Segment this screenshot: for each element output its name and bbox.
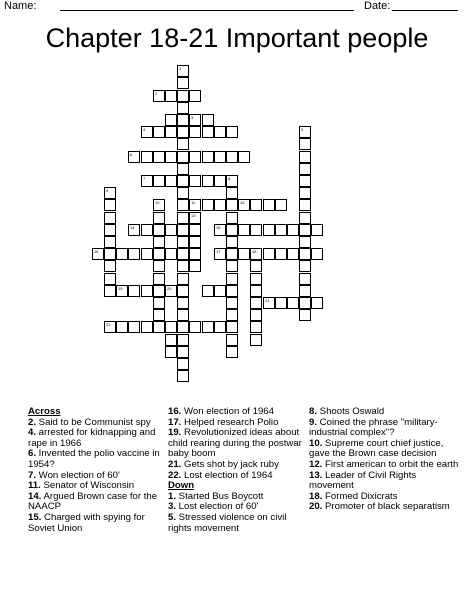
grid-cell[interactable] <box>226 212 238 224</box>
clue-number: 16 <box>94 249 99 254</box>
grid-cell[interactable] <box>116 285 128 297</box>
grid-cell[interactable] <box>177 102 189 114</box>
clue-number: 7 <box>143 176 146 181</box>
grid-cell[interactable] <box>141 285 153 297</box>
header-date-label: Date: <box>364 0 391 12</box>
grid-cell[interactable] <box>226 297 238 309</box>
grid-cell[interactable] <box>238 151 250 163</box>
grid-cell[interactable] <box>153 285 165 297</box>
grid-cell[interactable] <box>153 199 165 211</box>
grid-cell[interactable] <box>226 260 238 272</box>
grid-cell[interactable] <box>189 126 201 138</box>
clue-number: 15 <box>216 225 221 230</box>
grid-cell[interactable] <box>214 321 226 333</box>
grid-cell[interactable] <box>263 199 275 211</box>
clue-across-15: 15. Charged with spying for Soviet Union <box>28 511 145 534</box>
grid-cell[interactable] <box>214 224 226 236</box>
grid-cell[interactable] <box>202 321 214 333</box>
grid-cell[interactable] <box>226 248 238 260</box>
grid-cell[interactable] <box>153 309 165 321</box>
grid-cell[interactable] <box>128 224 140 236</box>
grid-cell[interactable] <box>202 175 214 187</box>
grid-cell[interactable] <box>165 175 177 187</box>
grid-cell[interactable] <box>104 187 116 199</box>
grid-cell[interactable] <box>165 126 177 138</box>
across-heading: Across <box>28 406 61 417</box>
grid-cell[interactable] <box>299 309 311 321</box>
grid-cell[interactable] <box>226 285 238 297</box>
grid-cell[interactable] <box>165 151 177 163</box>
clue-number: 2 <box>155 91 158 96</box>
grid-cell[interactable] <box>189 151 201 163</box>
grid-cell[interactable] <box>189 224 201 236</box>
grid-cell[interactable] <box>177 151 189 163</box>
grid-cell[interactable] <box>189 175 201 187</box>
grid-cell[interactable] <box>238 248 250 260</box>
grid-cell[interactable] <box>189 260 201 272</box>
grid-cell[interactable] <box>299 187 311 199</box>
grid-cell[interactable] <box>141 248 153 260</box>
clue-number: 17 <box>216 249 221 254</box>
grid-cell[interactable] <box>128 151 140 163</box>
grid-cell[interactable] <box>177 90 189 102</box>
grid-cell[interactable] <box>153 90 165 102</box>
grid-cell[interactable] <box>153 321 165 333</box>
grid-cell[interactable] <box>177 358 189 370</box>
clue-number: 3 <box>191 115 194 120</box>
clue-number: 13 <box>191 213 196 218</box>
grid-cell[interactable] <box>165 114 177 126</box>
grid-cell[interactable] <box>214 285 226 297</box>
clue-number: 10 <box>155 200 160 205</box>
clue-across-22: 22. Lost election of 1964 <box>168 469 273 481</box>
clue-column-2 <box>168 407 306 534</box>
clue-number: 12 <box>240 200 245 205</box>
grid-cell[interactable] <box>189 236 201 248</box>
grid-cell[interactable] <box>275 199 287 211</box>
grid-cell[interactable] <box>153 248 165 260</box>
grid-cell[interactable] <box>177 236 189 248</box>
grid-cell[interactable] <box>250 273 262 285</box>
grid-cell[interactable] <box>141 175 153 187</box>
grid-cell[interactable] <box>177 248 189 260</box>
clue-number: 21 <box>265 298 270 303</box>
grid-cell[interactable] <box>263 297 275 309</box>
grid-cell[interactable] <box>177 334 189 346</box>
grid-cell[interactable] <box>299 126 311 138</box>
grid-cell[interactable] <box>263 224 275 236</box>
grid-cell[interactable] <box>128 321 140 333</box>
grid-cell[interactable] <box>299 199 311 211</box>
grid-cell[interactable] <box>202 199 214 211</box>
grid-cell[interactable] <box>226 236 238 248</box>
grid-cell[interactable] <box>189 199 201 211</box>
grid-cell[interactable] <box>177 187 189 199</box>
header-name-label: Name: <box>4 0 37 12</box>
clue-across-2: 2. Said to be Communist spy <box>28 416 151 428</box>
grid-cell[interactable] <box>153 273 165 285</box>
grid-cell[interactable] <box>165 321 177 333</box>
clue-number: 1 <box>179 66 182 71</box>
grid-cell[interactable] <box>214 248 226 260</box>
clue-down-18: 18. Formed Dixicrats <box>309 490 398 502</box>
grid-cell[interactable] <box>177 212 189 224</box>
grid-cell[interactable] <box>177 77 189 89</box>
grid-cell[interactable] <box>202 151 214 163</box>
grid-cell[interactable] <box>177 370 189 382</box>
clue-down-20: 20. Promoter of black separatism <box>309 501 450 513</box>
grid-cell[interactable] <box>104 236 116 248</box>
clue-down-8: 8. Shoots Oswald <box>309 406 385 417</box>
grid-cell[interactable] <box>287 248 299 260</box>
grid-cell[interactable] <box>250 199 262 211</box>
grid-cell[interactable] <box>177 224 189 236</box>
clue-across-19: 19. Revolutionized ideas about child rearing during the postwar baby boom <box>168 427 302 460</box>
grid-cell[interactable] <box>299 224 311 236</box>
grid-cell[interactable] <box>165 224 177 236</box>
grid-cell[interactable] <box>299 175 311 187</box>
page-title: Chapter 18-21 Important people <box>45 23 429 53</box>
grid-cell[interactable] <box>177 126 189 138</box>
clue-number: 4 <box>143 127 146 132</box>
clue-number: 11 <box>191 200 196 205</box>
grid-cell[interactable] <box>226 273 238 285</box>
grid-cell[interactable] <box>202 285 214 297</box>
grid-cell[interactable] <box>299 260 311 272</box>
clue-across-21: 21. Gets shot by jack ruby <box>168 458 279 470</box>
grid-cell[interactable] <box>104 224 116 236</box>
grid-cell[interactable] <box>299 285 311 297</box>
grid-cell[interactable] <box>226 151 238 163</box>
clue-across-7: 7. Won election of 60' <box>28 469 120 481</box>
clue-down-5: 5. Stressed violence on civil rights movement <box>168 511 287 534</box>
grid-cell[interactable] <box>177 309 189 321</box>
grid-cell[interactable] <box>214 126 226 138</box>
grid-cell[interactable] <box>226 199 238 211</box>
grid-cell[interactable] <box>311 297 323 309</box>
grid-cell[interactable] <box>153 175 165 187</box>
grid-cell[interactable] <box>226 309 238 321</box>
grid-cell[interactable] <box>250 285 262 297</box>
clue-down-12: 12. First american to orbit the earth <box>309 458 459 470</box>
grid-cell[interactable] <box>299 248 311 260</box>
clue-number: 8 <box>228 176 231 181</box>
grid-cell[interactable] <box>238 224 250 236</box>
grid-cell[interactable] <box>104 285 116 297</box>
grid-cell[interactable] <box>177 199 189 211</box>
grid-cell[interactable] <box>165 346 177 358</box>
grid-cell[interactable] <box>128 248 140 260</box>
grid-cell[interactable] <box>250 260 262 272</box>
grid-cell[interactable] <box>165 248 177 260</box>
clue-number: 14 <box>130 225 135 230</box>
grid-cell[interactable] <box>226 334 238 346</box>
grid-cell[interactable] <box>250 321 262 333</box>
grid-cell[interactable] <box>226 126 238 138</box>
grid-cell[interactable] <box>177 175 189 187</box>
grid-cell[interactable] <box>153 212 165 224</box>
grid-cell[interactable] <box>177 346 189 358</box>
grid-cell[interactable] <box>116 248 128 260</box>
grid-cell[interactable] <box>153 260 165 272</box>
clue-across-6: 6. Invented the polio vaccine in 1954? <box>28 448 160 470</box>
grid-cell[interactable] <box>177 297 189 309</box>
clue-number: 5 <box>301 127 304 132</box>
clue-number: 6 <box>130 152 133 157</box>
clue-number: 20 <box>167 286 172 291</box>
grid-cell[interactable] <box>189 321 201 333</box>
grid-cell[interactable] <box>153 236 165 248</box>
grid-cell[interactable] <box>177 114 189 126</box>
grid-cell[interactable] <box>177 285 189 297</box>
grid-cell[interactable] <box>214 175 226 187</box>
grid-cell[interactable] <box>128 285 140 297</box>
grid-cell[interactable] <box>189 114 201 126</box>
grid-cell[interactable] <box>299 297 311 309</box>
clue-number: 18 <box>252 249 257 254</box>
grid-cell[interactable] <box>202 114 214 126</box>
grid-cell[interactable] <box>287 297 299 309</box>
grid-cell[interactable] <box>299 151 311 163</box>
clue-across-4: 4. arrested for kidnapping and rape in 1966 <box>28 427 156 449</box>
grid-cell[interactable] <box>104 321 116 333</box>
grid-cell[interactable] <box>250 224 262 236</box>
grid-cell[interactable] <box>250 248 262 260</box>
clue-across-17: 17. Helped research Polio <box>168 416 279 428</box>
grid-cell[interactable] <box>263 248 275 260</box>
grid-cell[interactable] <box>287 224 299 236</box>
clue-across-14: 14. Argued Brown case for the NAACP <box>28 490 158 513</box>
grid-cell[interactable] <box>153 224 165 236</box>
clue-number: 22 <box>106 322 111 327</box>
grid-cell[interactable] <box>189 248 201 260</box>
grid-cell[interactable] <box>189 90 201 102</box>
clue-down-13: 13. Leader of Civil Rights movement <box>309 469 417 492</box>
grid-cell[interactable] <box>238 199 250 211</box>
grid-cell[interactable] <box>165 90 177 102</box>
grid-cell[interactable] <box>141 224 153 236</box>
grid-cell[interactable] <box>311 248 323 260</box>
clue-across-16: 16. Won election of 1964 <box>168 406 274 417</box>
grid-cell[interactable] <box>141 151 153 163</box>
grid-cell[interactable] <box>177 273 189 285</box>
grid-cell[interactable] <box>299 163 311 175</box>
grid-cell[interactable] <box>299 273 311 285</box>
grid-cell[interactable] <box>104 199 116 211</box>
grid-cell[interactable] <box>299 138 311 150</box>
grid-cell[interactable] <box>226 187 238 199</box>
grid-cell[interactable] <box>202 126 214 138</box>
grid-cell[interactable] <box>177 138 189 150</box>
grid-cell[interactable] <box>226 321 238 333</box>
grid-cell[interactable] <box>177 321 189 333</box>
grid-cell[interactable] <box>104 260 116 272</box>
grid-cell[interactable] <box>153 297 165 309</box>
grid-cell[interactable] <box>226 224 238 236</box>
clue-down-3: 3. Lost election of 60' <box>168 501 259 513</box>
clue-number: 19 <box>118 286 123 291</box>
grid-cell[interactable] <box>141 126 153 138</box>
clue-down-1: 1. Started Bus Boycott <box>168 490 264 502</box>
grid-cell[interactable] <box>250 309 262 321</box>
grid-cell[interactable] <box>275 248 287 260</box>
grid-cell[interactable] <box>92 248 104 260</box>
grid-cell[interactable] <box>226 346 238 358</box>
grid-cell[interactable] <box>214 151 226 163</box>
down-heading: Down <box>168 480 195 492</box>
clue-across-11: 11. Senator of Wisconsin <box>28 480 135 492</box>
grid-cell[interactable] <box>299 212 311 224</box>
clue-down-10: 10. Supreme court chief justice, gave the Brown case decision <box>309 437 444 460</box>
grid-cell[interactable] <box>153 126 165 138</box>
grid-cell[interactable] <box>189 212 201 224</box>
grid-cell[interactable] <box>250 334 262 346</box>
clue-column-3 <box>309 407 459 513</box>
grid-cell[interactable] <box>177 65 189 77</box>
grid-cell[interactable] <box>177 260 189 272</box>
grid-cell[interactable] <box>104 212 116 224</box>
grid-cell[interactable] <box>104 248 116 260</box>
grid-cell[interactable] <box>116 321 128 333</box>
grid-cell[interactable] <box>311 224 323 236</box>
grid-cell[interactable] <box>250 297 262 309</box>
grid-cell[interactable] <box>226 175 238 187</box>
grid-cell[interactable] <box>275 297 287 309</box>
grid-cell[interactable] <box>165 285 177 297</box>
clue-number: 9 <box>106 188 109 193</box>
grid-cell[interactable] <box>299 236 311 248</box>
grid-cell[interactable] <box>141 321 153 333</box>
clue-column-1 <box>28 407 160 534</box>
grid-cell[interactable] <box>214 199 226 211</box>
grid-cell[interactable] <box>165 334 177 346</box>
clue-down-9: 9. Coined the phrase "military-industrial complex"? <box>309 416 438 439</box>
grid-cell[interactable] <box>177 163 189 175</box>
grid-cell[interactable] <box>153 151 165 163</box>
grid-cell[interactable] <box>275 224 287 236</box>
grid-cell[interactable] <box>104 273 116 285</box>
